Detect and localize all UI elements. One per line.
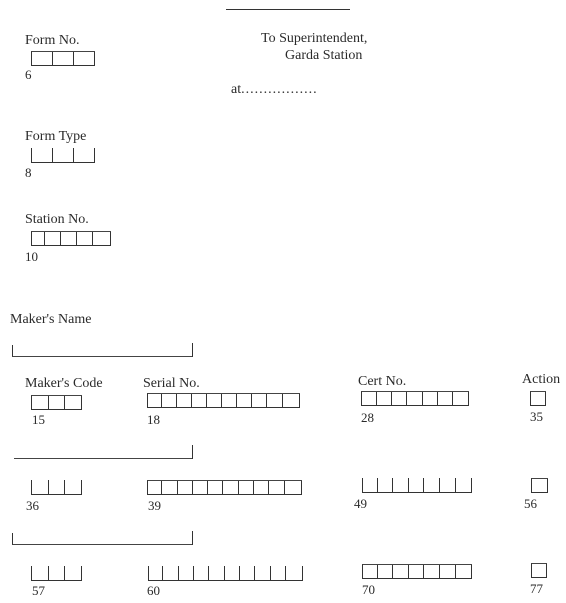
cert-no-cell bbox=[378, 478, 393, 492]
cert-no-cell bbox=[362, 392, 377, 405]
station-no-label: Station No. bbox=[25, 212, 89, 227]
cert-no-box[interactable] bbox=[361, 391, 469, 405]
serial-no-cell bbox=[192, 394, 207, 407]
makers-code-box[interactable] bbox=[31, 480, 82, 494]
serial-no-cell bbox=[286, 566, 303, 580]
action-cell bbox=[532, 564, 547, 577]
serial-no-cell bbox=[208, 481, 223, 494]
cert-no-number: 70 bbox=[362, 582, 375, 597]
form-no-box[interactable] bbox=[31, 51, 95, 65]
action-underline bbox=[531, 492, 548, 493]
serial-no-cell bbox=[222, 394, 237, 407]
makers-code-cell bbox=[49, 396, 65, 409]
serial-no-cell bbox=[239, 481, 254, 494]
serial-no-underline bbox=[147, 494, 302, 495]
serial-no-cell bbox=[193, 481, 208, 494]
serial-no-cell bbox=[149, 566, 163, 580]
serial-no-cell bbox=[269, 481, 285, 494]
makers-code-cell bbox=[32, 480, 49, 494]
action-number: 35 bbox=[530, 409, 543, 424]
serial-no-box[interactable] bbox=[147, 393, 300, 407]
station-no-cell bbox=[77, 232, 93, 245]
makers-code-underline bbox=[31, 580, 82, 581]
makers-code-cell bbox=[32, 396, 49, 409]
serial-no-cell bbox=[285, 481, 302, 494]
action-cell bbox=[532, 479, 548, 492]
action-number: 56 bbox=[524, 496, 537, 511]
makers-code-cell bbox=[65, 396, 82, 409]
makers-code-header: Maker's Code bbox=[25, 376, 103, 391]
station-no-underline bbox=[31, 245, 111, 246]
action-underline bbox=[530, 405, 546, 406]
cert-no-cell bbox=[363, 478, 378, 492]
form-type-cell bbox=[74, 148, 95, 162]
cert-no-cell bbox=[363, 565, 378, 578]
action-box[interactable] bbox=[531, 478, 548, 492]
serial-no-cell bbox=[223, 481, 239, 494]
cert-no-underline bbox=[362, 492, 472, 493]
serial-no-cell bbox=[148, 394, 162, 407]
serial-no-cell bbox=[283, 394, 300, 407]
serial-no-box[interactable] bbox=[147, 480, 302, 494]
cert-no-cell bbox=[378, 565, 393, 578]
cert-no-cell bbox=[440, 478, 456, 492]
makers-code-cell bbox=[65, 566, 82, 580]
serial-no-underline bbox=[148, 580, 303, 581]
serial-no-cell bbox=[237, 394, 252, 407]
serial-no-cell bbox=[209, 566, 225, 580]
form-no-cell bbox=[74, 52, 95, 65]
cert-no-underline bbox=[362, 578, 472, 579]
cert-no-cell bbox=[393, 478, 409, 492]
cert-no-cell bbox=[393, 565, 409, 578]
cert-no-header: Cert No. bbox=[358, 374, 407, 389]
serial-no-box[interactable] bbox=[148, 566, 303, 580]
cert-no-cell bbox=[456, 565, 472, 578]
form-no-cell bbox=[53, 52, 74, 65]
cert-no-box[interactable] bbox=[362, 478, 472, 492]
serial-no-cell bbox=[194, 566, 209, 580]
cert-no-cell bbox=[456, 478, 472, 492]
serial-no-header: Serial No. bbox=[143, 376, 200, 391]
makers-code-underline bbox=[31, 494, 82, 495]
top-rule bbox=[226, 9, 350, 10]
form-type-number: 8 bbox=[25, 165, 32, 180]
serial-no-number: 60 bbox=[147, 583, 160, 598]
form-no-cell bbox=[32, 52, 53, 65]
makers-code-number: 15 bbox=[32, 412, 45, 427]
at-line bbox=[231, 82, 318, 98]
cert-no-cell bbox=[424, 478, 440, 492]
serial-no-cell bbox=[240, 566, 255, 580]
makers-name-field[interactable] bbox=[12, 533, 192, 545]
cert-no-underline bbox=[361, 405, 469, 406]
form-type-label: Form Type bbox=[25, 129, 87, 144]
form-no-number: 6 bbox=[25, 67, 32, 82]
serial-no-cell bbox=[252, 394, 267, 407]
serial-no-cell bbox=[254, 481, 269, 494]
action-box[interactable] bbox=[530, 391, 546, 405]
serial-no-cell bbox=[225, 566, 240, 580]
cert-no-cell bbox=[440, 565, 456, 578]
station-no-box[interactable] bbox=[31, 231, 111, 245]
cert-no-cell bbox=[409, 565, 424, 578]
at-dots[interactable]: ................. bbox=[241, 82, 318, 97]
station-no-cell bbox=[93, 232, 111, 245]
makers-code-box[interactable] bbox=[31, 395, 82, 409]
cert-no-box[interactable] bbox=[362, 564, 472, 578]
cert-no-cell bbox=[392, 392, 407, 405]
serial-no-cell bbox=[267, 394, 283, 407]
cert-no-cell bbox=[424, 565, 440, 578]
action-underline bbox=[531, 577, 547, 578]
station-no-number: 10 bbox=[25, 249, 38, 264]
cert-no-cell bbox=[453, 392, 469, 405]
serial-no-cell bbox=[178, 481, 193, 494]
cert-no-cell bbox=[407, 392, 423, 405]
serial-no-cell bbox=[207, 394, 222, 407]
makers-name-field[interactable] bbox=[12, 345, 192, 357]
serial-no-cell bbox=[162, 394, 177, 407]
makers-code-cell bbox=[49, 566, 65, 580]
station-no-cell bbox=[61, 232, 77, 245]
cert-no-cell bbox=[438, 392, 453, 405]
makers-name-label: Maker's Name bbox=[10, 312, 92, 327]
serial-no-cell bbox=[162, 481, 178, 494]
action-box[interactable] bbox=[531, 563, 547, 577]
serial-no-cell bbox=[255, 566, 271, 580]
makers-code-underline bbox=[31, 409, 82, 410]
cert-no-cell bbox=[423, 392, 438, 405]
makers-code-cell bbox=[32, 566, 49, 580]
serial-no-underline bbox=[147, 407, 300, 408]
addressee-line1: To Superintendent, bbox=[261, 31, 368, 46]
serial-no-number: 39 bbox=[148, 498, 161, 513]
action-cell bbox=[531, 392, 546, 405]
serial-no-cell bbox=[271, 566, 286, 580]
at-label: at bbox=[231, 82, 242, 97]
form-type-underline bbox=[31, 162, 95, 163]
makers-code-number: 57 bbox=[32, 583, 45, 598]
makers-code-cell bbox=[49, 480, 65, 494]
makers-code-cell bbox=[65, 480, 82, 494]
form-type-cell bbox=[32, 148, 53, 162]
cert-no-cell bbox=[377, 392, 392, 405]
form-no-label: Form No. bbox=[25, 33, 80, 48]
serial-no-cell bbox=[163, 566, 179, 580]
cert-no-number: 49 bbox=[354, 496, 367, 511]
cert-no-cell bbox=[409, 478, 424, 492]
serial-no-cell bbox=[148, 481, 162, 494]
action-number: 77 bbox=[530, 581, 543, 596]
station-no-cell bbox=[45, 232, 61, 245]
addressee-line2: Garda Station bbox=[285, 48, 363, 63]
makers-code-box[interactable] bbox=[31, 566, 82, 580]
makers-code-number: 36 bbox=[26, 498, 39, 513]
form-no-underline bbox=[31, 65, 95, 66]
makers-name-field[interactable] bbox=[14, 447, 192, 459]
station-no-cell bbox=[32, 232, 45, 245]
serial-no-cell bbox=[177, 394, 192, 407]
form-type-cell bbox=[53, 148, 74, 162]
action-header: Action bbox=[522, 372, 561, 387]
serial-no-cell bbox=[179, 566, 194, 580]
cert-no-number: 28 bbox=[361, 410, 374, 425]
serial-no-number: 18 bbox=[147, 412, 160, 427]
form-type-box[interactable] bbox=[31, 148, 95, 162]
